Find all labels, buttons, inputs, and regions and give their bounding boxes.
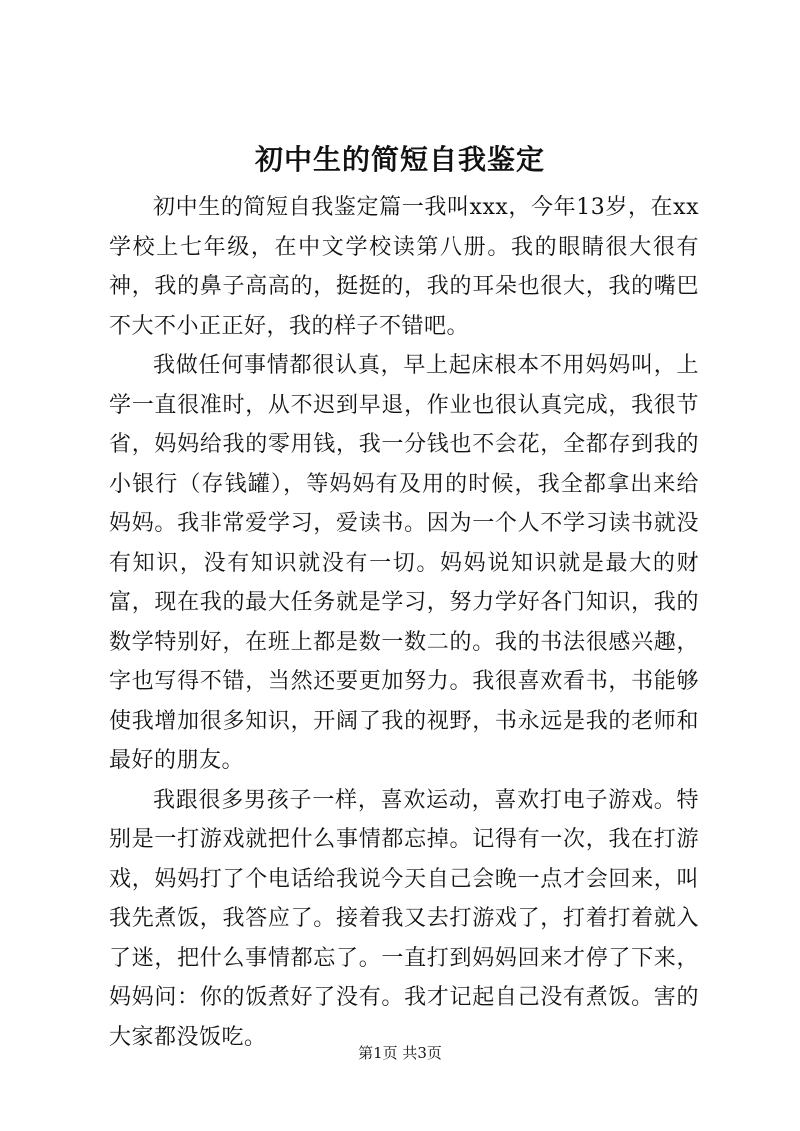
paragraph-1: 初中生的简短自我鉴定篇一我叫xxx，今年13岁，在xx学校上七年级，在中文学校读第八册。我的眼睛很大很有神，我的鼻子高高的，挺挺的，我的耳朵也很大，我的嘴巴不大不小正正好，我的样子不错吧。 bbox=[109, 195, 699, 339]
document-body bbox=[109, 188, 699, 1057]
document-title: 初中生的简短自我鉴定 bbox=[254, 143, 545, 176]
page-number-footer: 第1页 共3页 bbox=[358, 1044, 442, 1062]
paragraph-2: 我做任何事情都很认真，早上起床根本不用妈妈叫，上学一直很准时，从不迟到早退，作业也很认真完成，我很节省，妈妈给我的零用钱，我一分钱也不会花，全都存到我的小银行（存钱罐），等妈妈有及用的时候，我全都拿出来给妈妈。我非常爱学习，爱读书。因为一个人不学习读书就没有知识，没有知识就没有一切。妈妈说知识就是最大的财富，现在我的最大任务就是学习，努力学好各门知识，我的数学特别好，在班上都是数一数二的。我的书法很感兴趣，字也写得不错，当然还要更加努力。我很喜欢看书，书能够使我增加很多知识，开阔了我的视野，书永远是我的老师和最好的朋友。 bbox=[109, 353, 699, 773]
paragraph-3: 我跟很多男孩子一样，喜欢运动，喜欢打电子游戏。特别是一打游戏就把什么事情都忘掉。记得有一次，我在打游戏，妈妈打了个电话给我说今天自己会晚一点才会回来，叫我先煮饭，我答应了。接着我又去打游戏了，打着打着就入了迷，把什么事情都忘了。一直打到妈妈回来才停了下来，妈妈问：你的饭煮好了没有。我才记起自己没有煮饭。害的大家都没饭吃。 bbox=[109, 787, 699, 1050]
